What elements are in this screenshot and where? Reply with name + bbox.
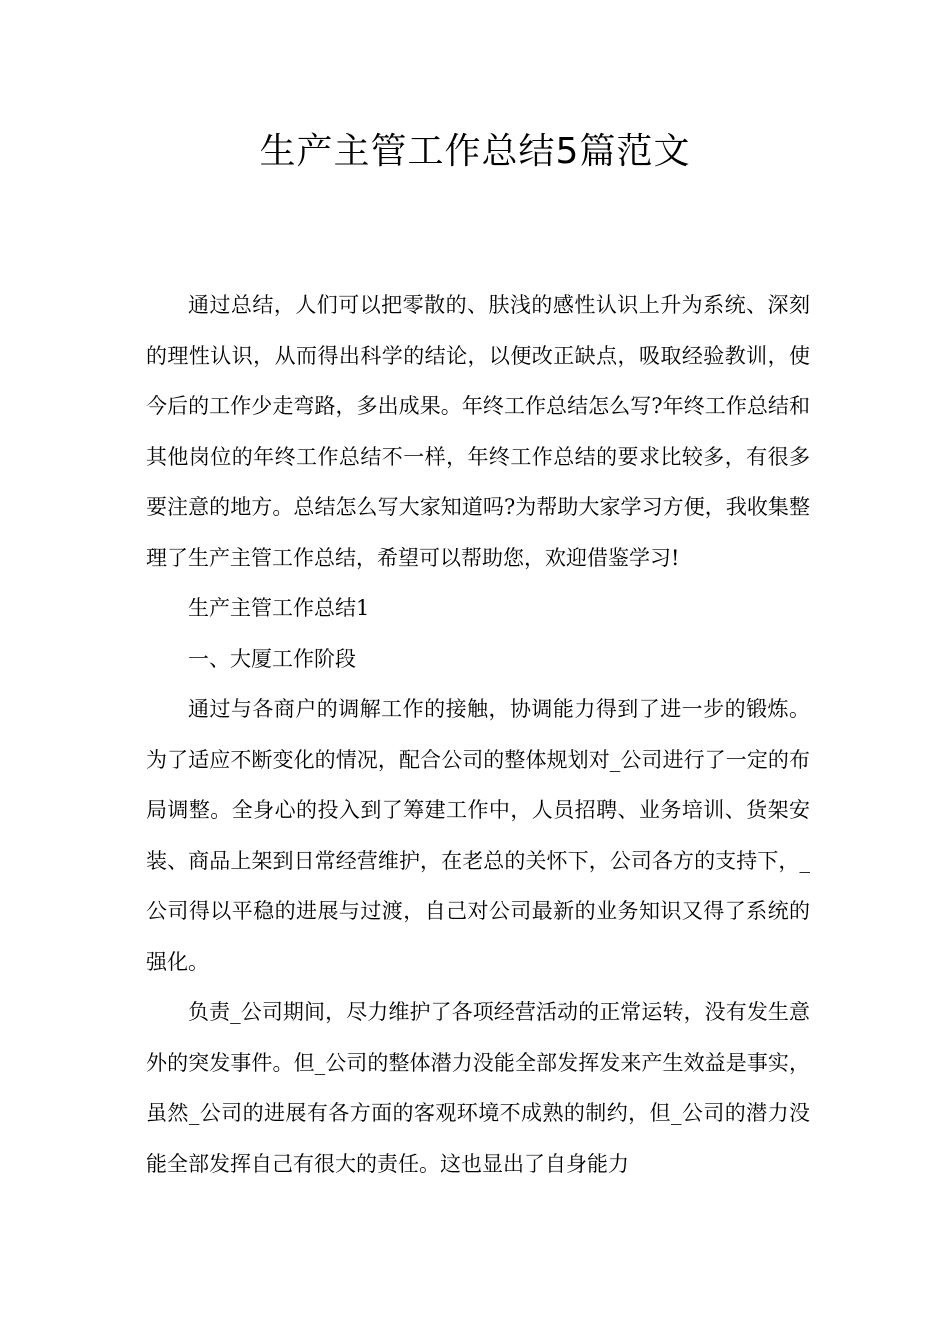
intro-paragraph: 通过总结，人们可以把零散的、肤浅的感性认识上升为系统、深刻的理性认识，从而得出科学的结论，以便改正缺点，吸取经验教训，使今后的工作少走弯路，多出成果。年终工作总结怎么写?年终工作总结和其他岗位的年终工作总结不一样，年终工作总结的要求比较多，有很多要注意的地方。总结怎么写大家知道吗?为帮助大家学习方便，我收集整理了生产主管工作总结，希望可以帮助您，欢迎借鉴学习!	[146, 293, 810, 570]
body-paragraph-2: 负责_公司期间，尽力维护了各项经营活动的正常运转，没有发生意外的突发事件。但_公司的整体潜力没能全部发挥发来产生效益是事实，虽然_公司的进展有各方面的客观环境不成熟的制约，但_公司的潜力没能全部发挥自己有很大的责任。这也显出了自身能力	[146, 1000, 810, 1176]
body-paragraph-1: 通过与各商户的调解工作的接触，协调能力得到了进一步的锻炼。为了适应不断变化的情况，配合公司的整体规划对_公司进行了一定的布局调整。全身心的投入到了筹建工作中，人员招聘、业务培训、货架安装、商品上架到日常经营维护，在老总的关怀下，公司各方的支持下，_公司得以平稳的进展与过渡，自己对公司最新的业务知识又得了系统的强化。	[146, 697, 810, 974]
section-title: 生产主管工作总结1	[188, 596, 370, 620]
document-title: 生产主管工作总结5篇范文	[259, 131, 691, 172]
document-body	[146, 280, 810, 1189]
subsection-title: 一、大厦工作阶段	[188, 646, 356, 671]
